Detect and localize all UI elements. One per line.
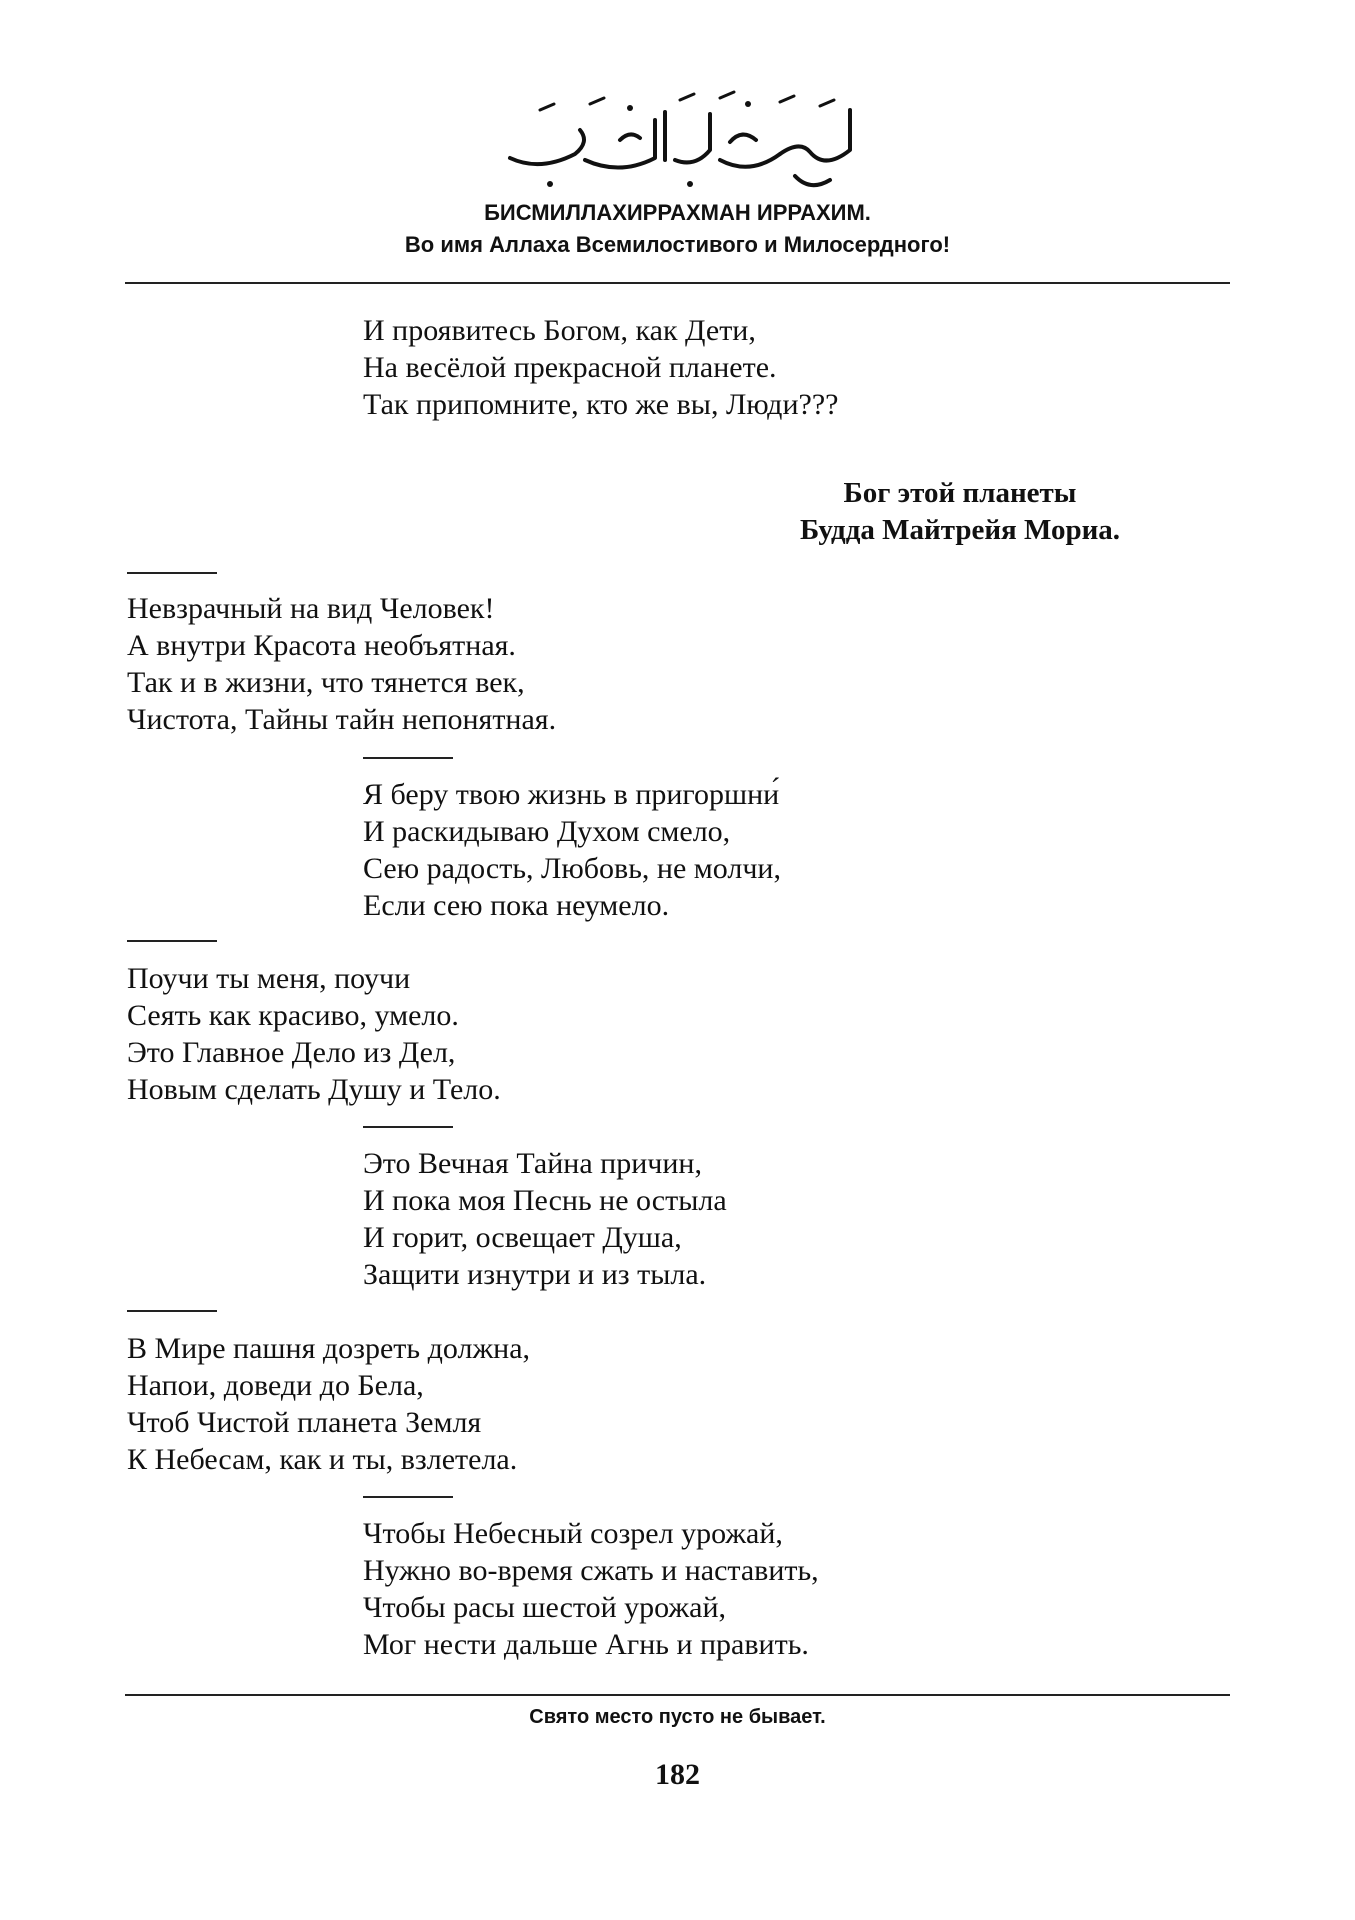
signature-line: Бог этой планеты — [843, 477, 1077, 509]
header-divider — [125, 282, 1230, 284]
footer-divider — [125, 1694, 1230, 1696]
basmala-calligraphy-icon — [480, 80, 880, 200]
stanza — [127, 1330, 530, 1478]
verse-line: И пока моя Песнь не остыла — [363, 1184, 727, 1217]
verse-line: И горит, освещает Душа, — [363, 1221, 682, 1254]
verse-line: И раскидываю Духом смело, — [363, 815, 731, 848]
verse-line: Нужно во-время сжать и наставить, — [363, 1554, 819, 1587]
stanza — [363, 312, 838, 423]
stanza — [363, 1515, 819, 1663]
signature-line: Будда Майтрейя Мориа. — [799, 514, 1121, 546]
verse-line: Мог нести дальше Агнь и править. — [363, 1628, 809, 1661]
header-subtitle: Во имя Аллаха Всемилостивого и Милосердного! — [404, 232, 951, 257]
stanza — [363, 776, 781, 924]
footer-text: Свято место пусто не бывает. — [529, 1706, 826, 1728]
verse-line: Невзрачный на вид Человек! — [127, 592, 495, 625]
verse-line: А внутри Красота необъятная. — [127, 629, 516, 662]
verse-line: Новым сделать Душу и Тело. — [127, 1073, 501, 1106]
verse-line: Так и в жизни, что тянется век, — [127, 666, 525, 699]
verse-line: И проявитесь Богом, как Дети, — [363, 314, 756, 347]
verse-line: Это Вечная Тайна причин, — [363, 1147, 702, 1180]
verse-line: Чтоб Чистой планета Земля — [127, 1406, 482, 1439]
page-number: 182 — [655, 1758, 700, 1791]
verse-line: Напои, доведи до Бела, — [127, 1369, 424, 1402]
verse-line: Защити изнутри и из тыла. — [363, 1258, 707, 1291]
verse-line: Поучи ты меня, поучи — [127, 962, 411, 995]
stanza-separator — [127, 1310, 217, 1312]
verse-line: Так припомните, кто же вы, Люди??? — [363, 388, 839, 421]
verse-line: Чистота, Тайны тайн непонятная. — [127, 703, 557, 736]
stanza — [127, 960, 501, 1108]
stanza-separator — [363, 1496, 453, 1498]
stanza-separator — [363, 757, 453, 759]
verse-line: Это Главное Дело из Дел, — [127, 1036, 456, 1069]
header-title: БИСМИЛЛАХИРРАХМАН ИРРАХИМ. — [484, 200, 871, 225]
verse-line: Если сею пока неумело. — [363, 889, 670, 922]
verse-line: К Небесам, как и ты, взлетела. — [127, 1443, 518, 1476]
stanza-separator — [363, 1126, 453, 1128]
stanza-separator — [127, 940, 217, 942]
signature — [740, 475, 1180, 549]
stanza-separator — [127, 572, 217, 574]
verse-line: На весёлой прекрасной планете. — [363, 351, 777, 384]
stanza — [363, 1145, 727, 1293]
verse-line: Чтобы Небесный созрел урожай, — [363, 1517, 783, 1550]
verse-line: Чтобы расы шестой урожай, — [363, 1591, 727, 1624]
verse-line: Сеять как красиво, умело. — [127, 999, 459, 1032]
verse-line: Сею радость, Любовь, не молчи, — [363, 852, 781, 885]
verse-line: Я беру твою жизнь в пригоршни́ — [363, 778, 780, 811]
stanza — [127, 590, 556, 738]
verse-line: В Мире пашня дозреть должна, — [127, 1332, 531, 1365]
